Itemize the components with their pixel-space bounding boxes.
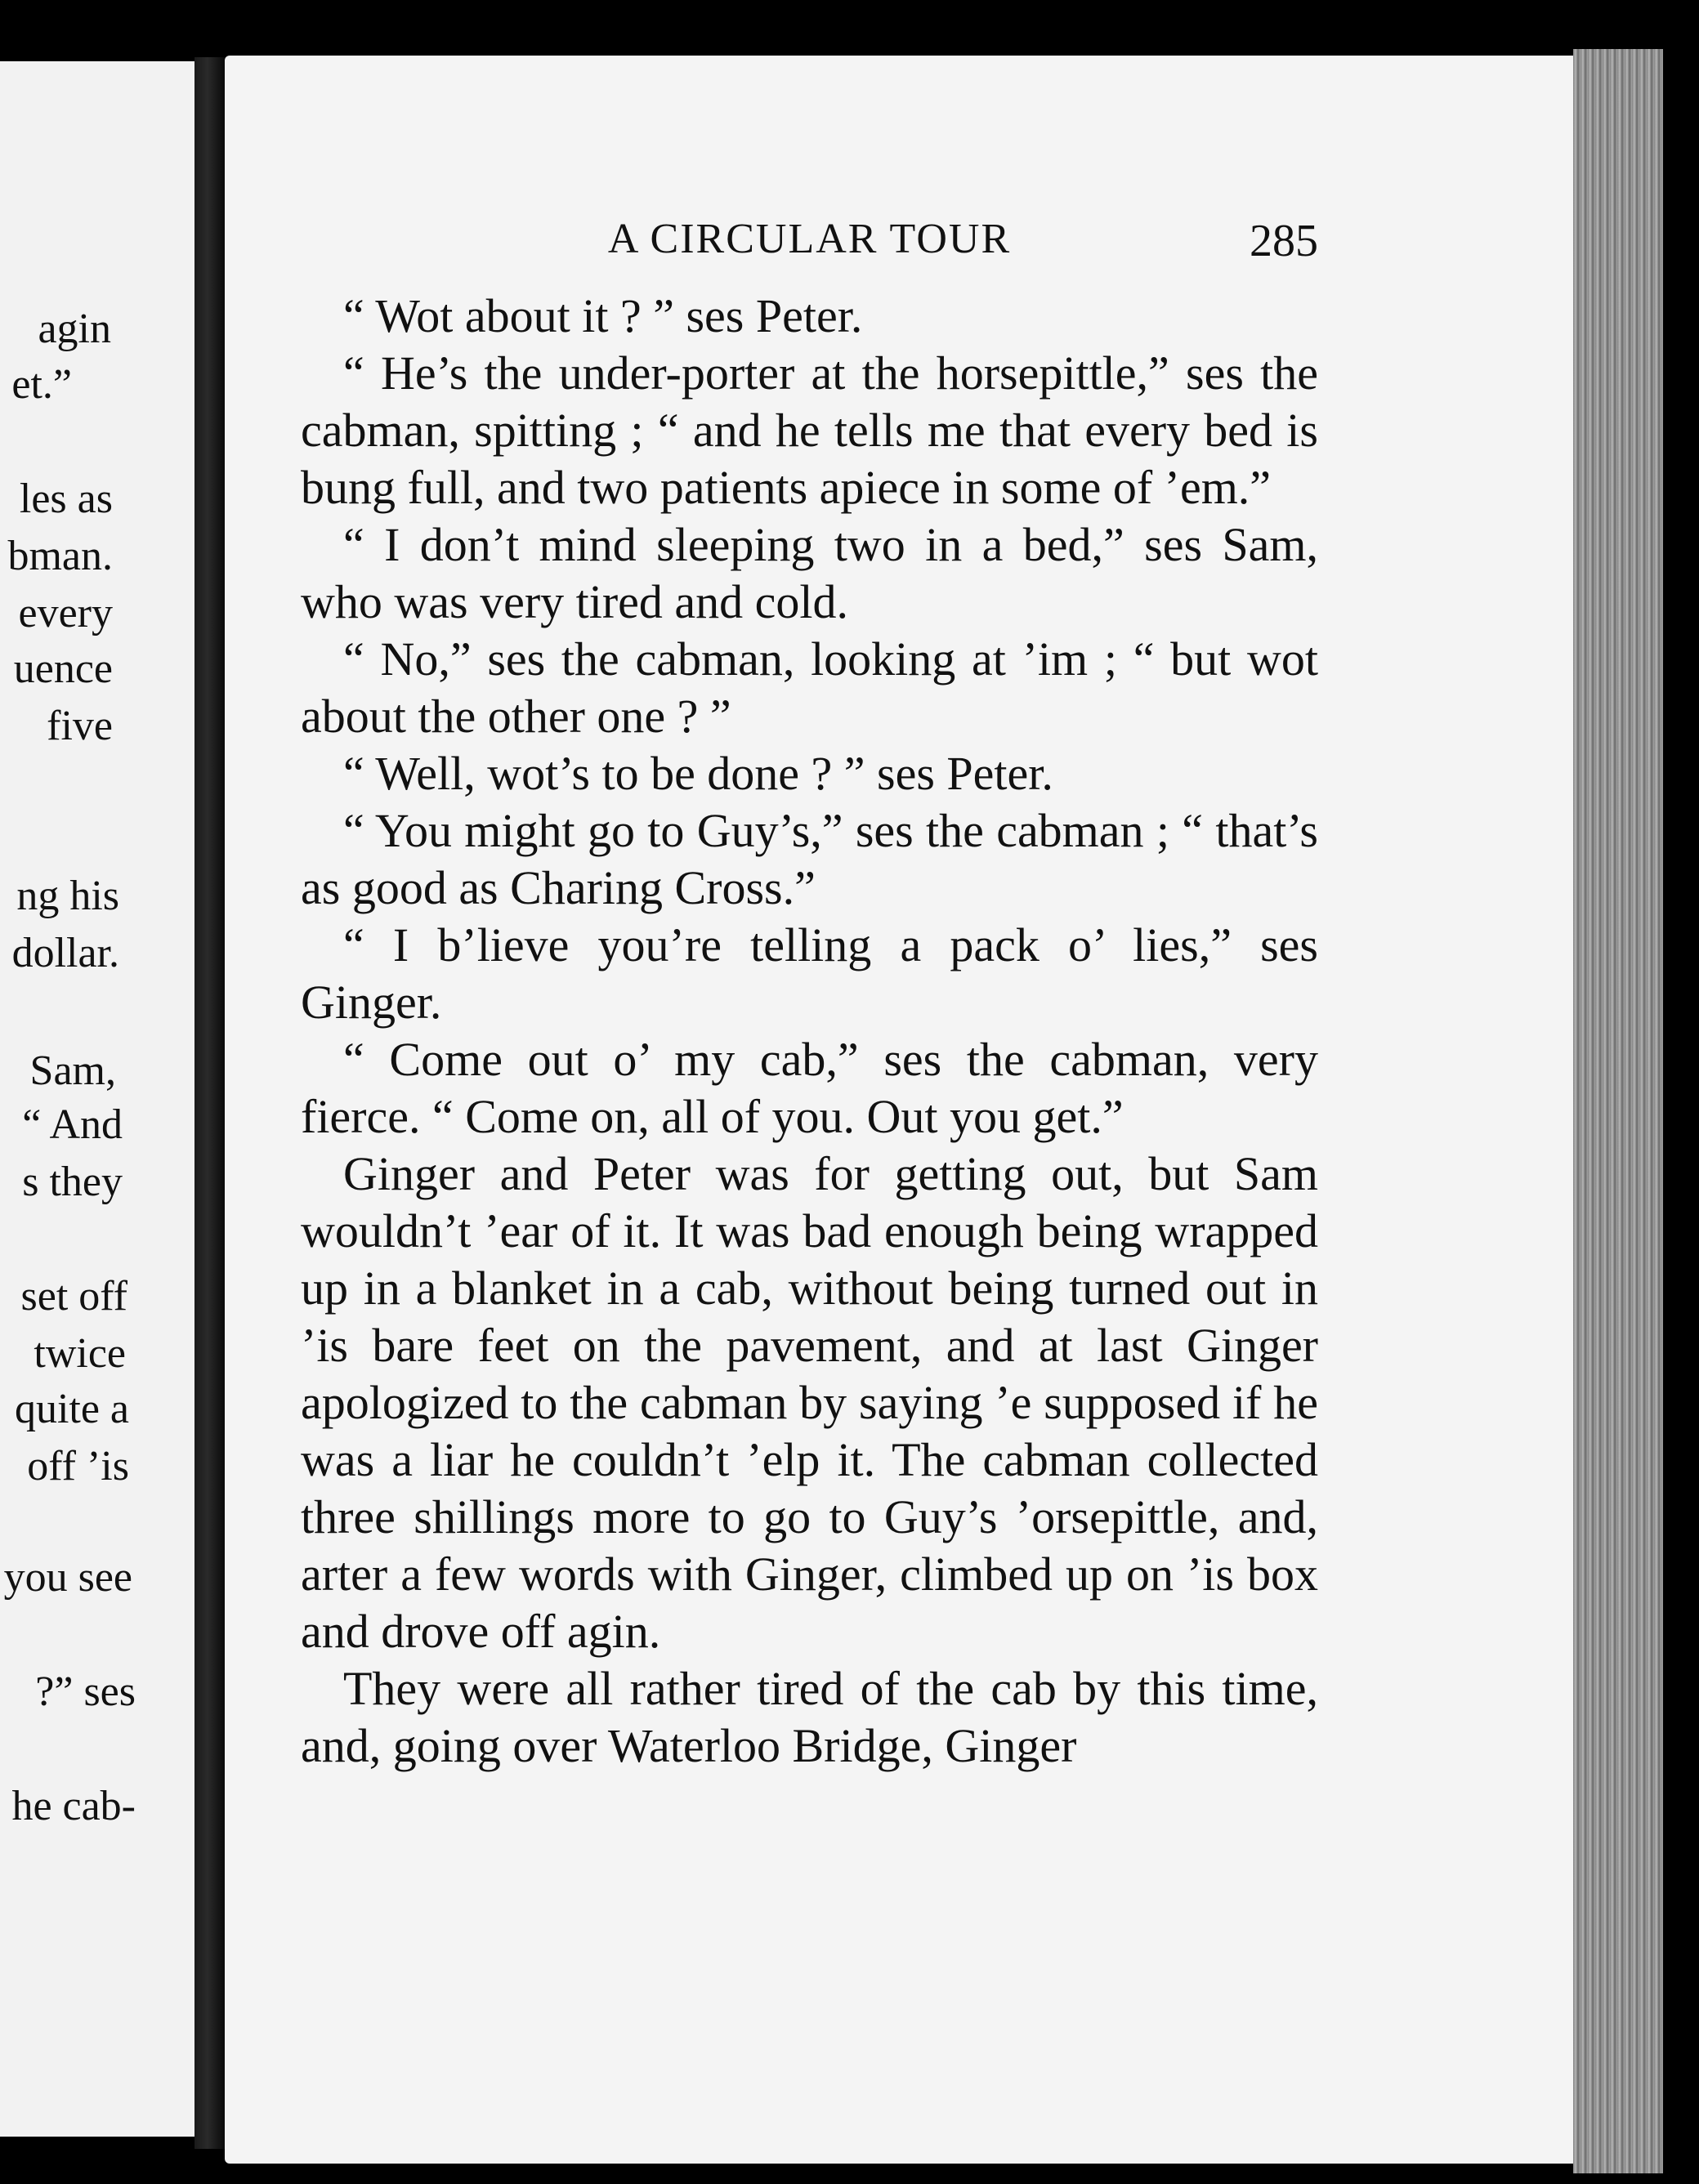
- left-page-line: he cab-: [11, 1783, 136, 1829]
- paragraph: They were all rather tired of the cab by this time, and, going over Waterloo Bridge, Ginger: [301, 1662, 1318, 1772]
- left-page-line: ?” ses: [35, 1668, 136, 1715]
- paragraph: “ Wot about it ? ” ses Peter.: [343, 289, 863, 342]
- left-page-line: every: [18, 590, 113, 636]
- left-page-line: set off: [20, 1273, 127, 1320]
- left-page-line: five: [47, 703, 113, 749]
- left-page-line: bman.: [7, 533, 113, 579]
- scan-border: [1663, 49, 1699, 2184]
- running-title: A CIRCULAR TOUR: [607, 216, 1012, 262]
- left-page-line: uence: [13, 645, 113, 692]
- body-text: [301, 288, 1318, 1775]
- page-edges: [1573, 49, 1663, 2173]
- paragraph: “ I b’lieve you’re telling a pack o’ lies,” ses Ginger.: [301, 918, 1318, 1029]
- left-page-line: et.”: [11, 361, 72, 408]
- left-page-line: ng his: [16, 873, 119, 919]
- paragraph: “ He’s the under-porter at the horsepittle,” ses the cabman, spitting ; “ and he tells me that every bed is bung full, and two patients apiece in some of ’em.”: [301, 346, 1318, 514]
- left-page-line: “ And: [22, 1101, 123, 1148]
- left-page-line: les as: [19, 476, 113, 522]
- left-page-line: agin: [38, 306, 111, 352]
- paragraph: Ginger and Peter was for getting out, but Sam wouldn’t ’ear of it. It was bad enough being wrapped up in a blanket in a cab, without being turned out in ’is bare feet on the pavement, and at last Ginger apologized to the cabman by saying ’e supposed if he was a liar he couldn’t ’elp it. The cabman collected three shillings more to go to Guy’s ’orsepittle, and, arter a few words with Ginger, climbed up on ’is box and drove off agin.: [301, 1147, 1318, 1658]
- left-page-line: twice: [34, 1330, 126, 1377]
- left-page-line: quite a: [14, 1386, 129, 1432]
- paragraph: “ No,” ses the cabman, looking at ’im ; “ but wot about the other one ? ”: [301, 632, 1318, 743]
- running-header: [301, 215, 1318, 272]
- left-page-line: Sam,: [29, 1047, 116, 1094]
- page-number: 285: [1250, 216, 1318, 266]
- paragraph: “ You might go to Guy’s,” ses the cabman ; “ that’s as good as Charing Cross.”: [301, 804, 1318, 914]
- left-page-line: s they: [22, 1159, 123, 1205]
- left-page-line: off ’is: [27, 1443, 129, 1489]
- paragraph: “ Come out o’ my cab,” ses the cabman, very fierce. “ Come on, all of you. Out you get.”: [301, 1033, 1318, 1143]
- paragraph: “ Well, wot’s to be done ? ” ses Peter.: [343, 747, 1053, 800]
- book-gutter: [194, 57, 227, 2149]
- left-page-line: dollar.: [11, 930, 119, 976]
- left-page-line: you see: [3, 1554, 132, 1601]
- left-facing-page: [0, 61, 196, 2137]
- paragraph: “ I don’t mind sleeping two in a bed,” ses Sam, who was very tired and cold.: [301, 518, 1318, 628]
